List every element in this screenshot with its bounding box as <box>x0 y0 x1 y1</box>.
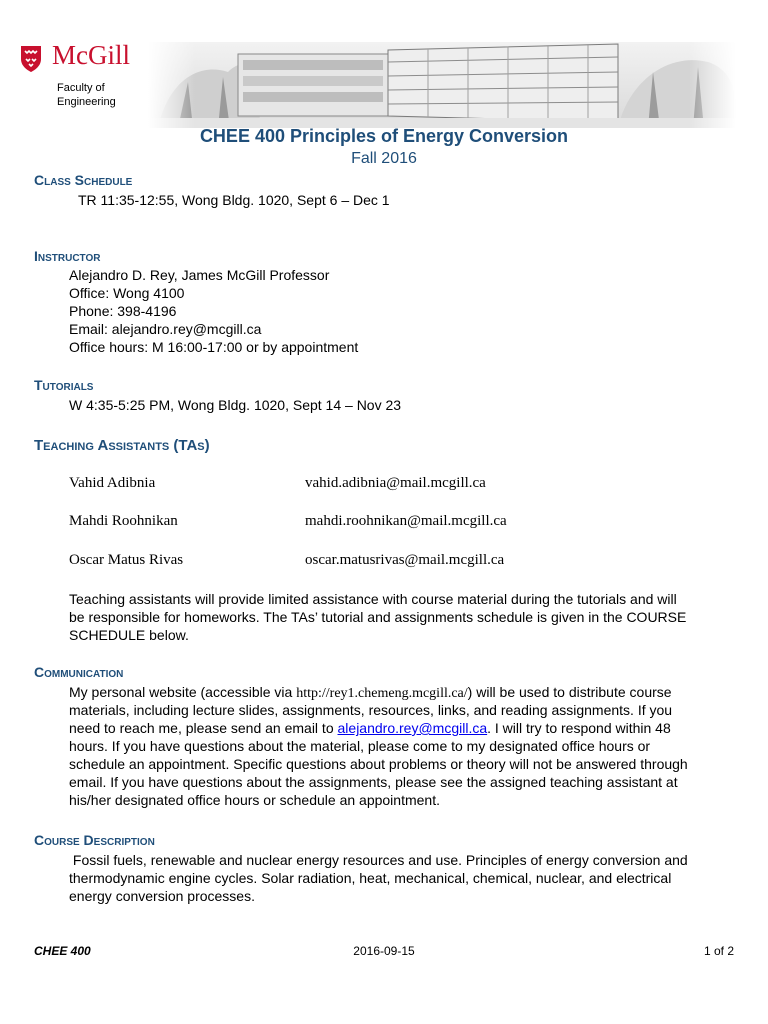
communication-text: . I will try to respond within 48 <box>487 720 671 736</box>
mcgill-shield-icon <box>20 45 42 73</box>
instructor-email-link[interactable]: alejandro.rey@mcgill.ca <box>337 720 488 736</box>
tas-note-line: SCHEDULE below. <box>69 627 189 643</box>
campus-building-banner-image <box>148 42 736 128</box>
footer-date: 2016-09-15 <box>353 944 415 958</box>
communication-text: ) will be used to distribute course <box>467 684 672 700</box>
footer-course-code: CHEE 400 <box>34 944 91 958</box>
communication-line <box>69 683 672 703</box>
communication-line: schedule an appointment. Specific questions about problems or theory will not be answered through <box>69 756 688 772</box>
ta-email: oscar.matusrivas@mail.mcgill.ca <box>305 552 505 568</box>
course-description-line: Fossil fuels, renewable and nuclear energy resources and use. Principles of energy conversion and <box>69 852 688 868</box>
page-title: CHEE 400 Principles of Energy Conversion <box>199 126 569 146</box>
tas-note-line: Teaching assistants will provide limited assistance with course material during the tutorials and will <box>69 591 677 607</box>
communication-heading: Communication <box>34 664 124 680</box>
faculty-line-2: Engineering <box>57 96 116 108</box>
ta-name: Vahid Adibnia <box>69 475 156 491</box>
communication-line: hours. If you have questions about the material, please come to my designated office hours or <box>69 738 651 754</box>
ta-name: Oscar Matus Rivas <box>69 552 184 568</box>
communication-line <box>69 719 671 737</box>
footer-page-number: 1 of 2 <box>703 944 734 958</box>
instructor-email: Email: alejandro.rey@mcgill.ca <box>69 321 262 337</box>
communication-line: his/her designated office hours or schedule an appointment. <box>69 792 440 808</box>
instructor-office-hours: Office hours: M 16:00-17:00 or by appointment <box>69 339 359 355</box>
tutorials-heading: Tutorials <box>34 377 94 393</box>
communication-text: need to reach me, please send an email to <box>69 720 338 736</box>
faculty-line-1: Faculty of <box>57 82 105 94</box>
instructor-office: Office: Wong 4100 <box>69 285 185 301</box>
course-description-line: thermodynamic engine cycles. Solar radiation, heat, mechanical, chemical, nuclear, and electrical <box>69 870 672 886</box>
class-schedule-heading: Class Schedule <box>34 172 133 188</box>
tas-heading: Teaching Assistants (TAs) <box>34 437 210 454</box>
ta-email: mahdi.roohnikan@mail.mcgill.ca <box>305 513 507 529</box>
tas-note-line: be responsible for homeworks. The TAs’ tutorial and assignments schedule is given in the COURSE <box>69 609 687 625</box>
ta-email: vahid.adibnia@mail.mcgill.ca <box>305 475 486 491</box>
communication-line: email. If you have questions about the assignments, please see the assigned teaching assistant at <box>69 774 678 790</box>
instructor-heading: Instructor <box>34 248 101 264</box>
instructor-name: Alejandro D. Rey, James McGill Professor <box>69 267 330 283</box>
faculty-label <box>57 81 116 109</box>
tutorials-text: W 4:35-5:25 PM, Wong Bldg. 1020, Sept 14 – Nov 23 <box>69 397 402 413</box>
website-url: http://rey1.chemeng.mcgill.ca/ <box>296 686 468 701</box>
communication-line: materials, including lecture slides, assignments, resources, links, and reading assignments. If you <box>69 702 673 718</box>
course-description-line: energy conversion processes. <box>69 888 255 904</box>
ta-name: Mahdi Roohnikan <box>69 513 178 529</box>
term-label: Fall 2016 <box>351 150 417 167</box>
communication-text: My personal website (accessible via <box>69 684 297 700</box>
course-description-heading: Course Description <box>34 832 155 848</box>
instructor-phone: Phone: 398-4196 <box>69 303 177 319</box>
mcgill-logo-text: McGill <box>52 40 130 70</box>
class-schedule-text: TR 11:35-12:55, Wong Bldg. 1020, Sept 6 – Dec 1 <box>78 192 390 208</box>
